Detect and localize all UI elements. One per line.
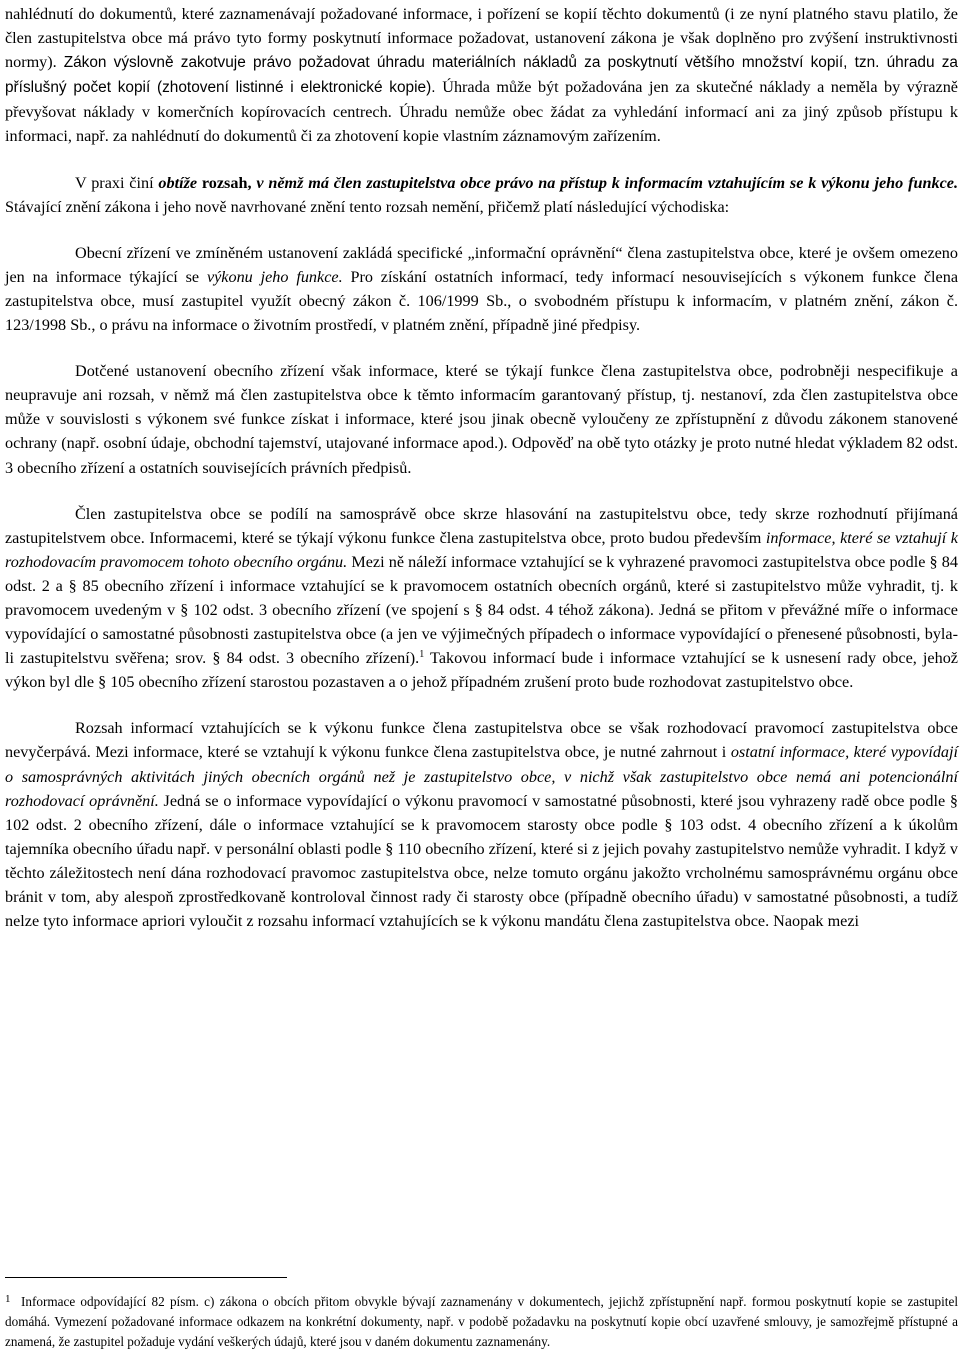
- paragraph-5-text-mid: Mezi ně náleží informace vztahující se k vyhrazené pravomoci zastupitelstva obce podle § 84 odst. 2 a § 85 obecního zřízení i informace vztahující se k pravomocem ostatních obecních orgánů, které si zastupitelstvo může vyhradit, tj. k pravomocem uvedeným v § 102 odst. 3 obecního zřízení (ve spojení s § 84 odst. 4 téhož zákona). Jedná se přitom v převážné míře o informace vypovídající o samostatné působnosti zastupitelstva obce (a jen ve výjimečných případech o informace vypovídající o přenesené působnosti, byla-li zastupitelstvu svěřena; srov. § 84 odst. 3 obecního zřízení).: [5, 552, 958, 668]
- emphasis-rozhodovaci-pravomoci: informace, které se vztahují k rozhodovacím pravomocem tohoto obecního orgánu.: [5, 528, 958, 571]
- paragraph-3-text: Obecní zřízení ve zmíněném ustanovení zakládá specifické „informační oprávnění“ člena zastupitelstva obce, které je ovšem omezeno jen na informace týkající se: [5, 243, 958, 286]
- paragraph-4-text: Dotčené ustanovení obecního zřízení však informace, které se týkají funkce člena zastupitelstva obce, podrobněji nespecifikuje a neupravuje ani rozsah, v němž má člen zastupitelstva obce k těmto informacím garantovaný přístup, tj. nestanoví, zda člen zastupitelstva obce může v souvislosti s výkonem své funkce získat i informace, které jsou jinak obecně vyloučeny ze zpřístupnění z důvodu zákonem stanovené ochrany (např. osobní údaje, obchodní tajemství, utajované informace apod.). Odpověď na obě tyto otázky je proto nutné hledat výkladem 82 odst. 3 obecního zřízení a ostatních souvisejících právních předpisů.: [5, 362, 958, 477]
- paragraph-5: [5, 502, 958, 695]
- paragraph-6: [5, 716, 958, 933]
- emphasis-scope: v němž má člen zastupitelstva obce právo na přístup k informacím vztahujícím se k výkonu jeho funkce.: [256, 173, 958, 192]
- paragraph-3: [5, 241, 958, 337]
- paragraph-3-text-end: Pro získání ostatních informací, tedy informací nesouvisejících s výkonem funkce člena zastupitelstva obce, musí zastupitel využít obecný zákon č. 106/1999 Sb., o svobodném přístupu k informacím, v platném znění, zákon č. 123/1998 Sb., o právu na informace o životním prostředí, v platném znění, případně jiné předpisy.: [5, 267, 958, 335]
- paragraph-1: [5, 2, 958, 149]
- paragraph-2-text: V praxi činí: [75, 173, 159, 192]
- footnote-mark: 1: [5, 1293, 11, 1305]
- footnote: [5, 1289, 958, 1352]
- paragraph-1-text: nahlédnutí do dokumentů, které zaznamenávají požadované informace, i pořízení se kopií těchto dokumentů (i ze nyní platného stavu platilo, že člen zastupitelstva obce má právo tyto formy poskytnutí informace požadovat, ustanovení zákona je však doplněno pro zvýšení instruktivnosti normy).: [5, 5, 958, 72]
- footnote-separator: [5, 1277, 287, 1278]
- emphasis-ostatni-informace: ostatní informace, které vypovídají o samosprávných aktivitách jiných obecních orgánů než je zastupitelstvo obce, v nichž však zastupitelstvo obce nemá ani potencionální rozhodovací oprávnění.: [5, 743, 958, 810]
- emphasis-obtize: obtíže: [158, 173, 198, 192]
- paragraph-6-text: Rozsah informací vztahujících se k výkonu funkce člena zastupitelstva obce se však rozhodovací pravomocí zastupitelstva obce nevyčerpává. Mezi informace, které se vztahují k výkonu funkce člena zastupitelstva obce, je nutné zahrnout i: [5, 719, 958, 762]
- paragraph-2-text-end: Stávající znění zákona i jeho nově navrhované znění tento rozsah nemění, přičemž platí následující východiska:: [5, 197, 730, 216]
- document-body: [5, 2, 958, 933]
- emphasis-vykon-funkce: výkonu jeho funkce.: [206, 267, 343, 286]
- paragraph-5-text: Člen zastupitelstva obce se podílí na samosprávě obce skrze hlasování na zastupitelstvu obce, tedy skrze rozhodnutí přijímaná zastupitelstvem obce. Informacemi, které se týkají výkonu funkce člena zastupitelstva obce, proto budou především: [5, 504, 958, 547]
- paragraph-2: [5, 171, 958, 219]
- footnote-reference[interactable]: 1: [419, 649, 425, 661]
- paragraph-6-text-end: Jedná se o informace vypovídající o výkonu pravomocí v samostatné působnosti, které jsou vyhrazeny radě obce podle § 102 odst. 2 obecního zřízení, dále o informace vztahující se k pravomocem starosty obce podle § 103 odst. 4 obecního zřízení a k úkolům tajemníka obecního úřadu např. v personální oblasti podle § 110 obecního zřízení, které si z jejich povahy zastupitelstvo nemůže vyhradit. I když v těchto záležitostech není dána rozhodovací pravomoc zastupitelstva obce, nelze tomuto orgánu jakožto vrcholnému samosprávnému orgánu obce bránit v tom, aby alespoň zprostředkovaně kontroloval činnost rady či starosty obce (případně obecního úřadu) v samostatné působnosti, a tudíž nelze tyto informace apriori vyloučit z rozsahu informací vztahujících se k výkonu mandátu člena zastupitelstva obce. Naopak mezi: [5, 791, 958, 931]
- paragraph-1-text-end: Úhrada může být požadována jen za skutečné náklady a neměla by výrazně převyšovat náklady v komerčních kopírovacích centrech. Úhradu nemůže obec žádat za vyhledání informací ani za jiný způsob přístupu k informaci, např. za nahlédnutí do dokumentů či za zhotovení kopie vlastním záznamovým zařízením.: [5, 78, 958, 146]
- paragraph-4: [5, 359, 958, 479]
- paragraph-1-sans-text: Zákon výslovně zakotvuje právo požadovat úhradu materiálních nákladů za poskytnutí většího množství kopií, tzn. úhradu za příslušný počet kopií (zhotovení listinné i elektronické kopie).: [5, 54, 958, 97]
- footnote-text: Informace odpovídající 82 písm. c) zákona o obcích přitom obvykle bývají zaznamenány v dokumentech, jejichž zpřístupnění např. formou poskytnutí kopie se zastupitel domáhá. Vymezení požadované informace odkazem na konkrétní dokumenty, např. v podobě požadavku na poskytnutí kopie obcí uzavřené smlouvy, je samozřejmě přístupné a znamená, že zastupitel požaduje vydání veškerých údajů, které jsou v daném dokumentu zaznamenány.: [5, 1294, 958, 1349]
- paragraph-5-text-end: Takovou informací bude i informace vztahující se k usnesení rady obce, jehož výkon byl dle § 105 obecního zřízení starostou pozastaven a o jehož případném zrušení proto bude rozhodovat zastupitelstvo obce.: [5, 649, 958, 692]
- emphasis-rozsah: rozsah,: [197, 173, 257, 192]
